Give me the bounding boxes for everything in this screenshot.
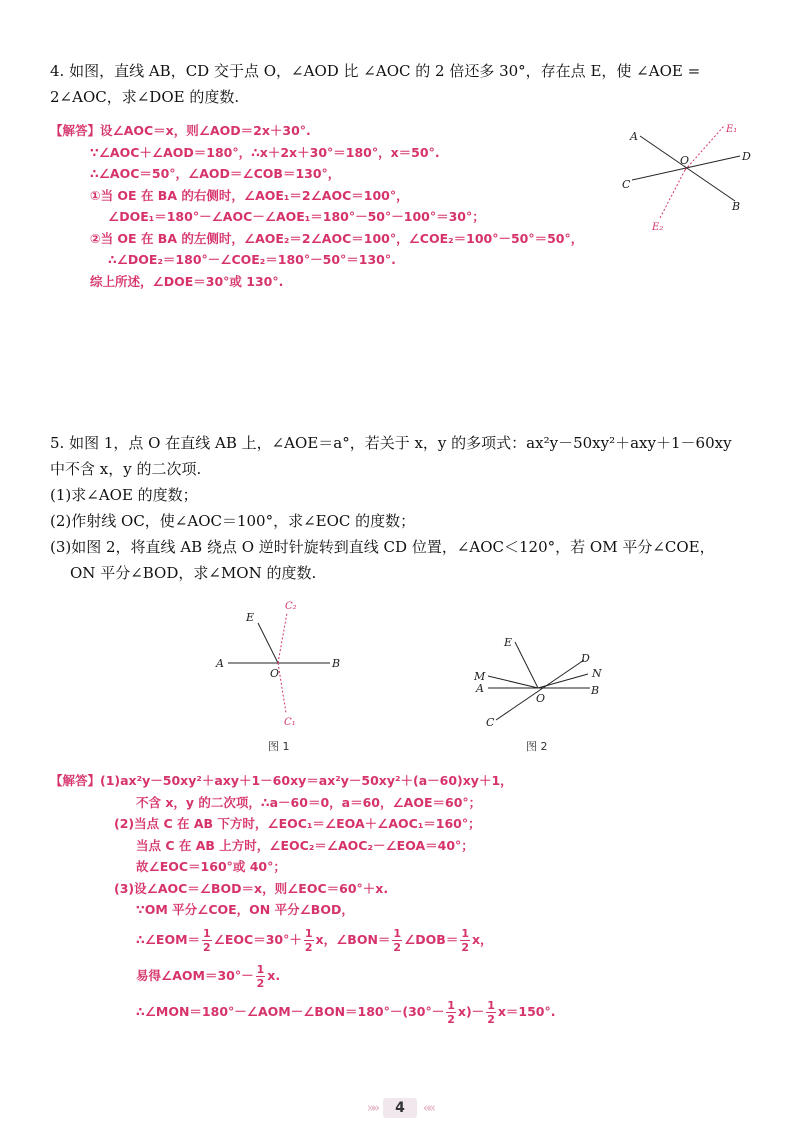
- numerator: 1: [487, 998, 495, 1012]
- chevron-left-decoration-icon: ««: [422, 1101, 434, 1116]
- label-c: C: [486, 716, 495, 729]
- label-b: B: [332, 657, 341, 670]
- ray-om: [488, 676, 538, 688]
- question-4: [50, 58, 700, 110]
- denominator: 2: [203, 940, 211, 954]
- fraction-half: [392, 927, 402, 954]
- fraction-half: [304, 927, 314, 954]
- text-segment: 易得∠AOM＝30°－: [136, 967, 254, 983]
- label-o: O: [270, 667, 280, 680]
- q4-answer-line: ∠DOE₁＝180°－∠AOC－∠AOE₁＝180°－50°－100°＝30°；: [108, 209, 485, 224]
- text-segment: x，: [471, 931, 493, 947]
- label-e: E: [246, 611, 255, 624]
- text-segment: ∠EOC＝30°＋: [213, 931, 302, 947]
- denominator: 2: [461, 940, 469, 954]
- label-b: B: [591, 684, 600, 697]
- text-segment: x，∠BON＝: [315, 931, 391, 947]
- label-e1: E₁: [726, 124, 738, 135]
- line-cd: [496, 660, 584, 720]
- q4-answer: [50, 120, 583, 292]
- label-e2: E₂: [652, 222, 664, 233]
- q5-sub3b: ON 平分∠BOD，求∠MON 的度数.: [70, 564, 317, 582]
- figure-2-caption: 图 2: [526, 740, 548, 753]
- q5-line1: 5. 如图 1，点 O 在直线 AB 上，∠AOE＝a°，若关于 x，y 的多项式：ax²y－50xy²＋axy＋1－60xy: [50, 434, 732, 452]
- label-d: D: [742, 150, 751, 163]
- q4-figure: [610, 118, 760, 238]
- label-c: C: [622, 178, 631, 191]
- q5-answer-line: 故∠EOC＝160°或 40°；: [136, 859, 286, 874]
- numerator: 1: [203, 926, 211, 940]
- q5-answer-line: [50, 961, 556, 991]
- q4-answer-line: ②当 OE 在 BA 的左侧时，∠AOE₂＝2∠AOC＝100°，∠COE₂＝100°－50°＝50°，: [90, 230, 584, 246]
- q4-answer-line: ∵∠AOC＋∠AOD＝180°，∴x＋2x＋30°＝180°，x＝50°.: [90, 144, 440, 160]
- q4-answer-line: 【解答】设∠AOC＝x，则∠AOD＝2x＋30°.: [50, 123, 311, 138]
- q5-figure-1: [210, 595, 350, 730]
- label-a: A: [630, 130, 638, 143]
- q5-sub2: (2)作射线 OC，使∠AOC＝100°，求∠EOC 的度数；: [50, 512, 416, 530]
- ray-oe: [515, 642, 538, 688]
- q5-answer-line: (3)设∠AOC＝∠BOD＝x，则∠EOC＝60°＋x.: [114, 880, 389, 896]
- denominator: 2: [487, 1012, 495, 1026]
- q5-sub1: (1)求∠AOE 的度数；: [50, 486, 198, 504]
- chevron-right-decoration-icon: »»: [366, 1101, 378, 1116]
- denominator: 2: [304, 940, 313, 954]
- ray-on: [538, 674, 588, 688]
- numerator: 1: [256, 962, 265, 976]
- q5-answer-line: 【解答】(1)ax²y－50xy²＋axy＋1－60xy＝ax²y－50xy²＋(a－60)xy＋1，: [50, 773, 513, 788]
- line-ab: [640, 136, 735, 201]
- q5-answer-line: (2)当点 C 在 AB 下方时，∠EOC₁＝∠EOA＋∠AOC₁＝160°；: [114, 816, 481, 831]
- fraction-half: [202, 927, 212, 954]
- numerator: 1: [393, 926, 402, 940]
- q5-sub3a: (3)如图 2，将直线 AB 绕点 O 逆时针旋转到直线 CD 位置，∠AOC＜120°，若 OM 平分∠COE，: [50, 538, 715, 556]
- q5-answer-line: [50, 925, 556, 955]
- page-number: 4: [383, 1098, 417, 1118]
- q5-answer-line: [50, 997, 556, 1027]
- text-segment: x.: [267, 967, 281, 983]
- q5-answer-line: 当点 C 在 AB 上方时，∠EOC₂＝∠AOC₂－∠EOA＝40°；: [136, 837, 474, 853]
- ray-oc2: [278, 613, 287, 663]
- page-footer: [0, 1097, 800, 1118]
- numerator: 1: [461, 926, 469, 940]
- q4-answer-line: 综上所述，∠DOE＝30°或 130°.: [90, 273, 284, 289]
- label-a: A: [476, 682, 484, 695]
- fraction-half: [486, 999, 496, 1026]
- q5-answer: [50, 770, 556, 1027]
- fraction-half: [256, 963, 266, 990]
- q4-answer-line: ∴∠DOE₂＝180°－∠COE₂＝180°－50°＝130°.: [108, 252, 396, 267]
- label-a: A: [216, 657, 224, 670]
- ray-oe2: [660, 170, 685, 218]
- question-5: [50, 430, 732, 586]
- fraction-half: [460, 927, 470, 954]
- label-o: O: [536, 692, 546, 705]
- label-c2: C₂: [285, 601, 297, 612]
- q4-line2: 2∠AOC，求∠DOE 的度数.: [50, 88, 240, 106]
- label-e: E: [504, 636, 513, 649]
- text-segment: x＝150°.: [497, 1003, 556, 1019]
- ray-oc1: [278, 663, 286, 713]
- label-o: O: [680, 154, 690, 167]
- denominator: 2: [447, 1012, 455, 1026]
- text-segment: ∠DOB＝: [404, 931, 459, 947]
- text-segment: ∴∠MON＝180°－∠AOM－∠BON＝180°－(30°－: [136, 1003, 445, 1019]
- q5-line2: 中不含 x，y 的二次项.: [50, 460, 202, 478]
- q5-figure-2: [468, 628, 618, 733]
- label-b: B: [732, 200, 741, 213]
- figure-1-caption: 图 1: [268, 740, 290, 753]
- denominator: 2: [256, 976, 265, 990]
- label-m: M: [474, 670, 486, 683]
- denominator: 2: [393, 940, 402, 954]
- q4-line1: 4. 如图，直线 AB，CD 交于点 O，∠AOD 比 ∠AOC 的 2 倍还多 30°，存在点 E，使 ∠AOE =: [50, 62, 701, 80]
- numerator: 1: [447, 998, 455, 1012]
- label-d: D: [581, 652, 590, 665]
- q4-answer-line: ①当 OE 在 BA 的右侧时，∠AOE₁＝2∠AOC＝100°，: [90, 187, 409, 203]
- label-n: N: [592, 667, 602, 680]
- q5-answer-line: ∵OM 平分∠COE，ON 平分∠BOD，: [136, 902, 354, 917]
- text-segment: x)－: [457, 1003, 485, 1019]
- numerator: 1: [304, 926, 313, 940]
- label-c1: C₁: [284, 717, 296, 728]
- text-segment: ∴∠EOM＝: [136, 931, 201, 947]
- ray-oe: [258, 623, 278, 663]
- q4-answer-line: ∴∠AOC＝50°，∠AOD＝∠COB＝130°，: [90, 166, 341, 181]
- fraction-half: [446, 999, 456, 1026]
- q5-answer-line: 不含 x，y 的二次项，∴a－60＝0，a＝60，∠AOE＝60°；: [136, 794, 482, 810]
